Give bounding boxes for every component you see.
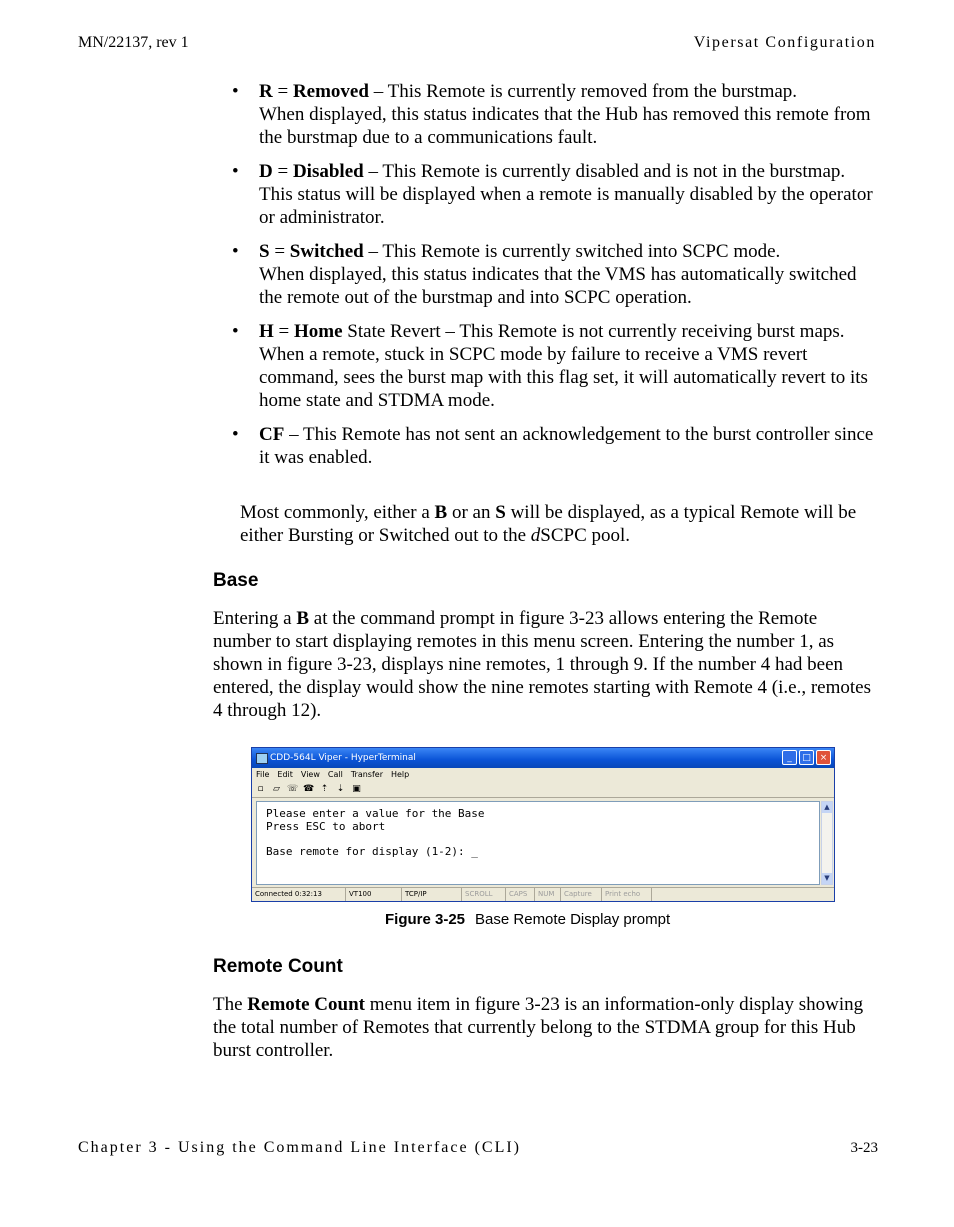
status-bar [252,887,834,901]
properties-icon[interactable]: ▣ [352,783,361,794]
list-item: • D = Disabled – This Remote is currently disabled and is not in the burstmap. This status will be displayed when a remote is manually disabled by the operator or administrator. [232,160,882,229]
window-title: CDD-564L Viper - HyperTerminal [270,753,416,763]
minimize-button[interactable]: _ [782,750,797,765]
scroll-up-icon[interactable]: ▲ [822,802,832,813]
terminal-output: Please enter a value for the Base Press ESC to abort Base remote for display (1-2): _ [266,807,485,858]
scroll-down-icon[interactable]: ▼ [822,873,832,884]
new-connection-icon[interactable]: ▫ [257,783,264,794]
close-button[interactable]: × [816,750,831,765]
send-icon[interactable]: ⇡ [320,783,329,794]
menu-help[interactable]: Help [390,770,410,779]
window-titlebar[interactable] [252,748,834,768]
summary-paragraph: Most commonly, either a B or an S will be displayed, as a typical Remote will be either Bursting or Switched out to the dSCPC pool. [240,502,857,546]
figure-number: Figure 3-25 [385,911,466,928]
status-code: H [259,321,274,342]
status-connected: Connected 0:32:13 [252,888,346,901]
status-description: – This Remote is currently switched into SCPC mode. [363,241,781,262]
status-code: R [259,81,273,102]
header-section-title: Vipersat Configuration [693,34,876,51]
menu-transfer[interactable]: Transfer [350,770,383,779]
status-detail: When displayed, this status indicates that the Hub has removed this remote from the burstmap due to a communications fault. [259,104,871,148]
status-description: State Revert – This Remote is not currently receiving burst maps. When a remote, stuck in SCPC mode by failure to receive a VMS revert command, sees the burst map with this flag set, it will automatically revert to its home state and STDMA mode. [259,321,868,411]
vertical-scrollbar[interactable] [821,801,833,885]
list-item: • R = Removed – This Remote is currently removed from the burstmap. When displayed, this status indicates that the Hub has removed this remote from the burstmap due to a communications fault. [232,80,882,149]
status-name: Home [294,321,343,342]
menu-call[interactable]: Call [327,770,343,779]
menu-file[interactable]: File [256,770,270,779]
status-protocol: TCP/IP [402,888,462,901]
open-icon[interactable]: ▱ [273,783,280,794]
section-heading-base: Base [213,570,259,591]
status-name: Disabled [292,161,364,182]
menu-edit[interactable]: Edit [277,770,293,779]
status-detail: When displayed, this status indicates that the VMS has automatically switched the remote out of the burstmap and into SCPC operation. [259,264,857,308]
list-item: • H = Home State Revert – This Remote is not currently receiving burst maps. When a remote, stuck in SCPC mode by failure to receive a VMS revert command, sees the burst map with this flag set, it will automatically revert to its home state and STDMA mode. [232,321,868,411]
footer-chapter-title: Chapter 3 - Using the Command Line Interface (CLI) [78,1139,521,1156]
status-detail: This status will be displayed when a remote is manually disabled by the operator or administrator. [259,184,873,228]
status-code: CF [259,424,285,445]
figure-title: Base Remote Display prompt [475,911,671,928]
status-code: D [259,161,273,182]
header-doc-number: MN/22137, rev 1 [78,34,189,51]
figure-caption [385,911,670,928]
hyperterminal-icon [256,753,268,764]
status-code: S [259,241,270,262]
toolbar [252,781,834,798]
status-scroll: SCROLL [462,888,506,901]
status-name: Removed [292,81,369,102]
status-num: NUM [535,888,561,901]
remote-count-paragraph: The Remote Count menu item in figure 3-23 is an information-only display showing the total number of Remotes that currently belong to the STDMA group for this Hub burst controller. [213,994,864,1061]
menu-bar [252,768,834,781]
menu-view[interactable]: View [300,770,320,779]
list-item: • S = Switched – This Remote is currently switched into SCPC mode. When displayed, this status indicates that the VMS has automatically switched the remote out of the burstmap and into SCPC operation. [232,240,882,309]
section-heading-remote-count: Remote Count [213,956,343,977]
status-description: – This Remote has not sent an acknowledgement to the burst controller since it was enabled. [259,424,874,468]
status-name: Switched [289,241,364,262]
receive-icon[interactable]: ⇣ [336,783,345,794]
status-emulation: VT100 [346,888,402,901]
status-caps: CAPS [506,888,535,901]
status-capture: Capture [561,888,602,901]
page-number: 3-23 [850,1140,878,1156]
maximize-button[interactable]: □ [799,750,814,765]
status-print-echo: Print echo [602,888,652,901]
status-description: – This Remote is currently disabled and is not in the burstmap. [363,161,846,182]
list-item: • CF – This Remote has not sent an acknowledgement to the burst controller since it was enabled. [232,424,874,468]
status-code-list [232,80,882,480]
connect-icon[interactable]: ☏ [287,783,299,794]
status-description: – This Remote is currently removed from the burstmap. [368,81,798,102]
base-paragraph: Entering a B at the command prompt in figure 3-23 allows entering the Remote number to start displaying remotes in this menu screen. Entering the number 1, as shown in figure 3-23, displays nine remotes, 1 through 9. If the number 4 had been entered, the display would show the nine remotes starting with Remote 4 (i.e., remotes 4 through 12). [213,608,871,721]
disconnect-icon[interactable]: ☎ [303,783,315,794]
terminal-area[interactable] [256,801,820,885]
hyperterminal-window [251,747,835,902]
